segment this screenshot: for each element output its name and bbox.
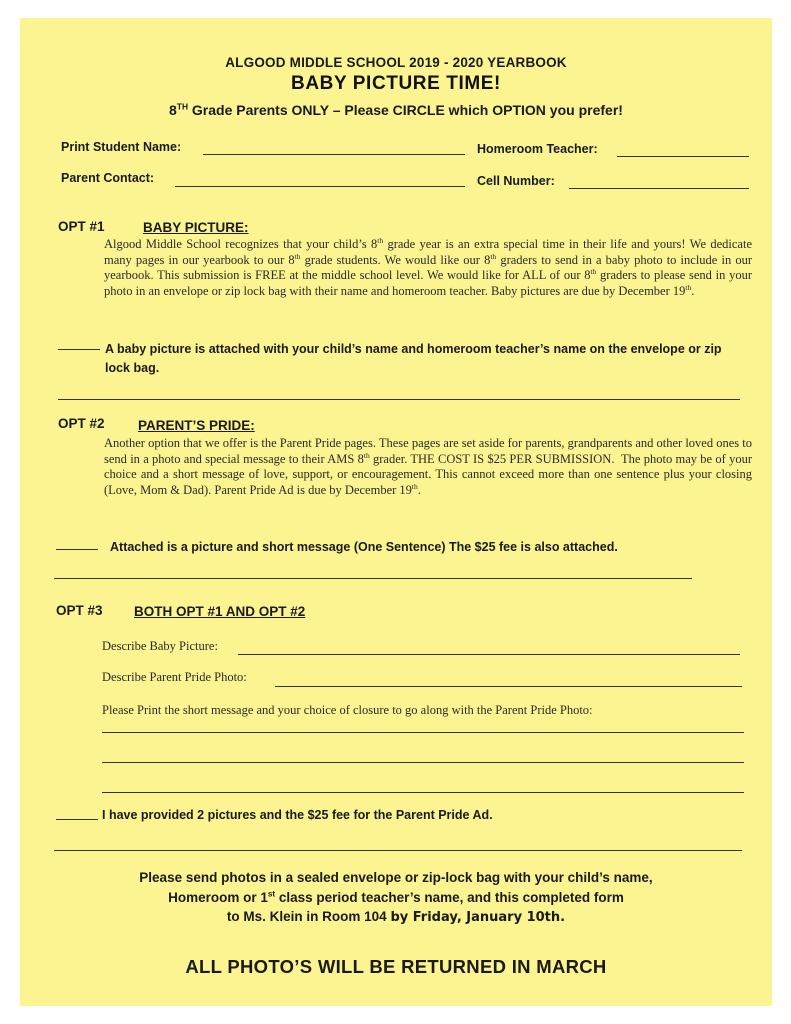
message-line[interactable] — [102, 762, 744, 763]
cell-number-field[interactable] — [569, 188, 749, 189]
footer-line-1: Please send photos in a sealed envelope or zip-lock bag with your child’s name, — [139, 870, 653, 885]
footer-line-2: Homeroom or 1st class period teacher’s name, and this completed form — [168, 889, 624, 905]
opt2-title: PARENT’S PRIDE: — [138, 418, 255, 433]
divider — [54, 578, 692, 579]
opt1-checkbox-blank[interactable] — [58, 349, 100, 350]
divider — [54, 850, 742, 851]
student-name-field[interactable] — [203, 154, 465, 155]
opt1-title: BABY PICTURE: — [143, 220, 249, 235]
ordinal-suffix: TH — [176, 101, 189, 112]
describe-baby-label: Describe Baby Picture: — [102, 639, 218, 653]
opt3-confirmation: I have provided 2 pictures and the $25 fee for the Parent Pride Ad. — [102, 808, 493, 822]
opt1-confirmation: A baby picture is attached with your child’s name and homeroom teacher’s name on the envelope or zip lock bag. — [105, 342, 722, 375]
opt3-title: BOTH OPT #1 AND OPT #2 — [134, 604, 306, 619]
yearbook-flyer — [20, 18, 772, 1006]
student-name-label: Print Student Name: — [61, 140, 182, 154]
due-date: by Friday, January 10th. — [390, 910, 566, 925]
opt2-checkbox-blank[interactable] — [56, 549, 98, 550]
describe-parent-field[interactable] — [275, 686, 742, 687]
parent-contact-label: Parent Contact: — [61, 171, 155, 185]
grade-instruction: 8TH Grade Parents ONLY – Please CIRCLE which OPTION you prefer! — [169, 101, 623, 118]
homeroom-teacher-field[interactable] — [617, 156, 749, 157]
opt2-label: OPT #2 — [58, 416, 105, 431]
opt1-label: OPT #1 — [58, 219, 105, 234]
parent-contact-field[interactable] — [175, 186, 465, 187]
opt2-confirmation: Attached is a picture and short message (One Sentence) The $25 fee is also attached. — [110, 540, 618, 554]
describe-baby-field[interactable] — [238, 654, 740, 655]
homeroom-teacher-label: Homeroom Teacher: — [477, 142, 598, 156]
page-title: BABY PICTURE TIME! — [291, 73, 501, 94]
message-line[interactable] — [102, 732, 744, 733]
message-line[interactable] — [102, 792, 744, 793]
describe-parent-label: Describe Parent Pride Photo: — [102, 670, 247, 684]
delivery-location: to Ms. Klein in Room 104 — [226, 909, 387, 924]
opt2-description: Another option that we offer is the Parent Pride pages. These pages are set aside for parents, grandparents and other loved ones to send in a photo and special message to their AMS 8th grader. THE COST IS $25 PER SUBMISSION. The photo may be of your choice and a short message of love, support, or encouragement. This cannot exceed more than one sentence plus your closing (Love, Mom & Dad). Parent Pride Ad is due by December 19th. — [104, 436, 752, 497]
opt1-description: Algood Middle School recognizes that your child’s 8th grade year is an extra special time in their life and yours! We dedicate many pages in our yearbook to our 8th grade students. We would like our 8th graders to send in a baby photo to include in our yearbook. This submission is FREE at the middle school level. We would like for ALL of our 8th graders to please send in your photo in an envelope or zip lock bag with their name and homeroom teacher. Baby pictures are due by December 19th. — [104, 235, 752, 298]
opt3-label: OPT #3 — [56, 603, 103, 618]
opt3-checkbox-blank[interactable] — [56, 819, 98, 820]
school-yearbook-heading: ALGOOD MIDDLE SCHOOL 2019 - 2020 YEARBOOK — [225, 55, 567, 70]
divider — [58, 399, 740, 400]
footer-line-3 — [20, 909, 772, 925]
cell-number-label: Cell Number: — [477, 174, 555, 188]
message-prompt: Please Print the short message and your choice of closure to go along with the Parent Pride Photo: — [102, 703, 593, 717]
return-notice: ALL PHOTO’S WILL BE RETURNED IN MARCH — [185, 956, 607, 977]
